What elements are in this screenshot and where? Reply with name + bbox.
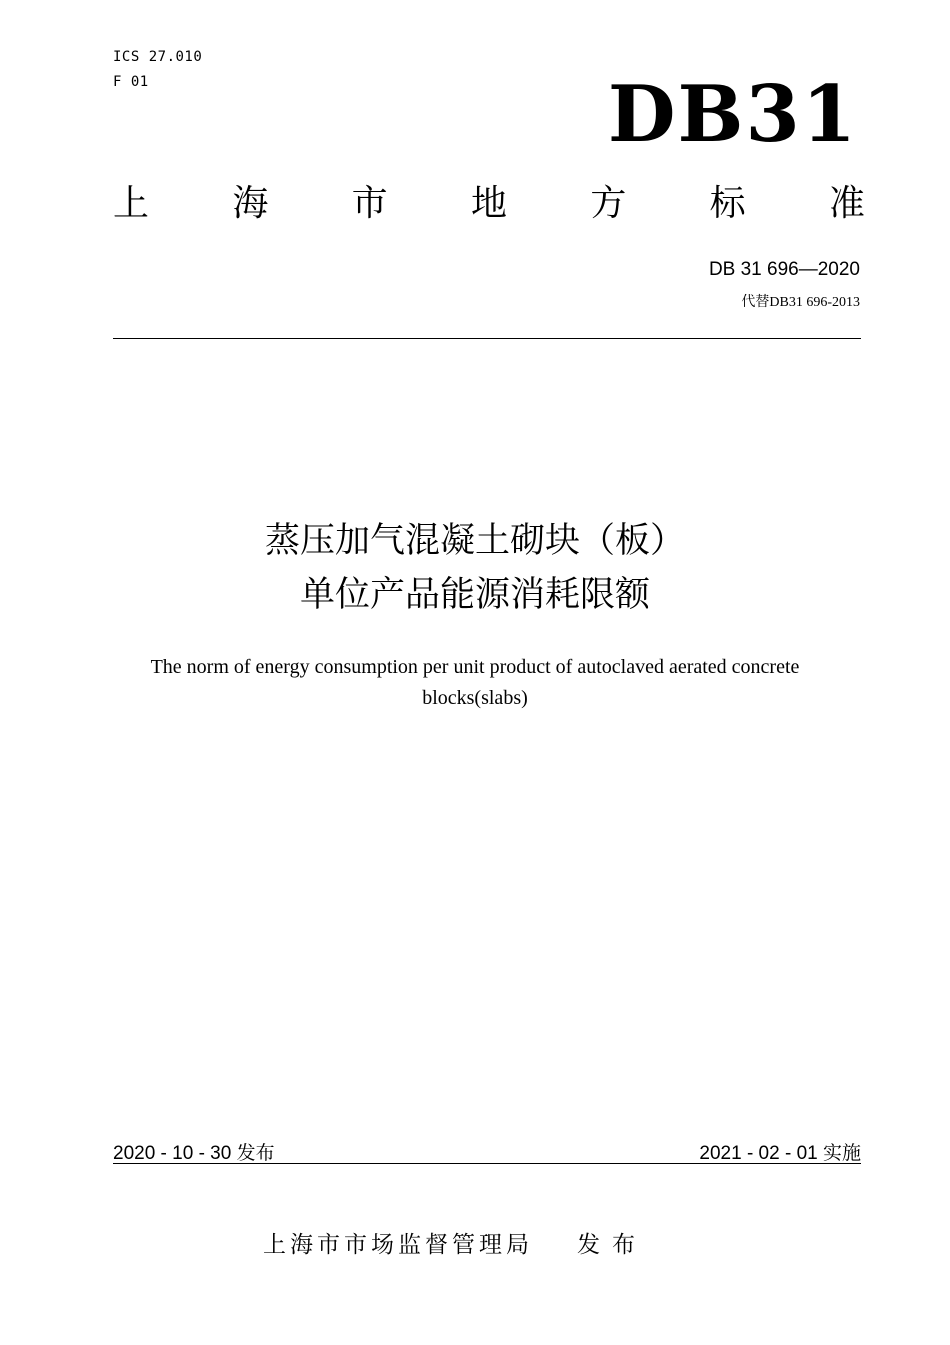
db31-logo: DB31: [607, 69, 858, 160]
publish-date: 2020 - 10 - 30 发布: [113, 1143, 275, 1164]
standard-type-char: 准: [828, 183, 865, 224]
footer-divider: [113, 1163, 861, 1164]
implement-date: 2021 - 02 - 01 实施: [699, 1143, 861, 1164]
standard-type-char: 地: [470, 183, 507, 224]
ccs-code: F 01: [113, 74, 149, 90]
standard-type-heading: [113, 183, 865, 224]
standard-type-char: 海: [232, 183, 269, 224]
title-en: The norm of energy consumption per unit product of autoclaved aerated concrete blocks(slabs): [150, 656, 800, 709]
standard-number: DB 31 696—2020: [708, 259, 860, 280]
date-row: [113, 1138, 861, 1165]
title-cn-line2: 单位产品能源消耗限额: [299, 575, 650, 615]
standard-type-char: 上: [113, 183, 150, 224]
standard-type-char: 标: [709, 183, 746, 224]
replaces-standard: 代替DB31 696-2013: [741, 295, 860, 310]
issuer: [263, 1226, 647, 1259]
ics-code: ICS 27.010: [113, 49, 203, 65]
title-cn-line1: 蒸压加气混凝土砌块（板）: [264, 521, 685, 561]
issuer-name: 上海市市场监督管理局: [263, 1232, 533, 1258]
standard-type-char: 方: [590, 183, 627, 224]
standard-type-char: 市: [351, 183, 388, 224]
issuer-action: 发布: [577, 1232, 647, 1258]
header-divider: [113, 338, 861, 339]
